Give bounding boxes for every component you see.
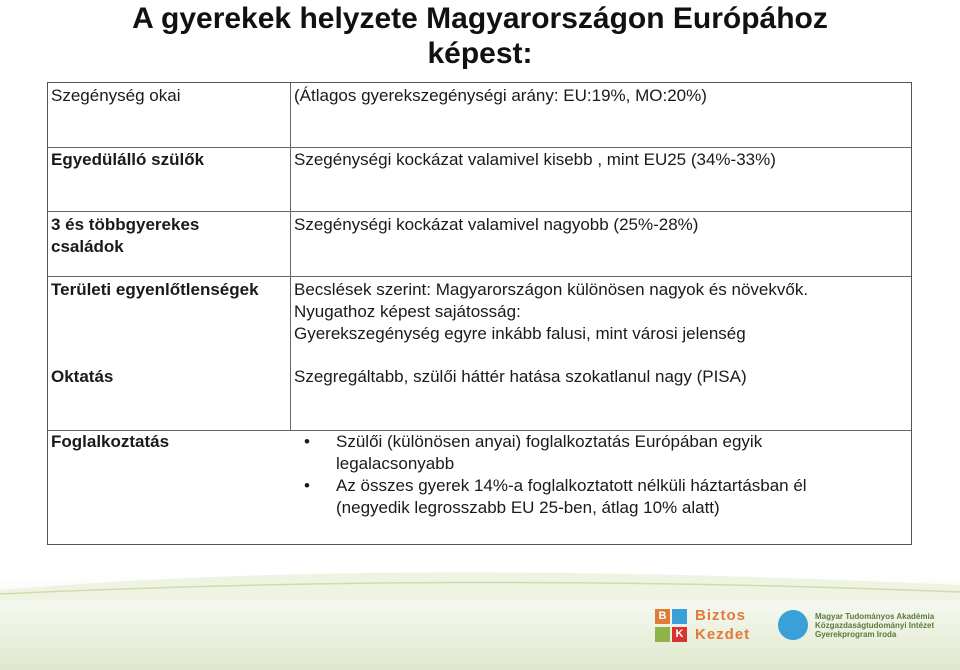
list-item: • Az összes gyerek 14%-a foglalkoztatott nélküli háztartásban él (negyedik legrosszabb EU 25-ben, átlag 10% alatt) bbox=[294, 475, 904, 519]
logo-square-blue bbox=[672, 609, 687, 624]
logo-square-b: B bbox=[655, 609, 670, 624]
row-text-regional-inequality: Becslések szerint: Magyarországon különösen nagyok és növekvők. Nyugathoz képest sajátosság: Gyerekszegénység egyre inkább falusi, mint városi jelenség bbox=[294, 280, 809, 343]
row-text-education: Szegregáltabb, szülői háttér hatása szokatlanul nagy (PISA) bbox=[294, 367, 747, 386]
row-label-education: Oktatás bbox=[51, 367, 114, 386]
comparison-table bbox=[47, 82, 912, 545]
logo-word-1: Biztos bbox=[695, 607, 746, 624]
logo-square-green bbox=[655, 627, 670, 642]
row-label-employment: Foglalkoztatás bbox=[51, 432, 170, 451]
logo-word-2: Kezdet bbox=[695, 626, 751, 643]
biztos-kezdet-logo bbox=[655, 607, 775, 647]
mta-emblem-icon bbox=[778, 610, 808, 640]
title-line-2: képest: bbox=[427, 37, 533, 70]
column-divider bbox=[290, 83, 291, 430]
row-label-single-parents: Egyedülálló szülők bbox=[51, 150, 205, 169]
page-title bbox=[0, 0, 960, 71]
row-label-large-families: 3 és többgyerekes családok bbox=[51, 215, 200, 256]
mta-logo-text: Magyar Tudományos Akadémia Közgazdaságtudományi Intézet Gyerekprogram Iroda bbox=[815, 612, 935, 639]
row-label-poverty-causes: Szegénység okai bbox=[51, 86, 181, 105]
row-label-regional-inequality: Területi egyenlőtlenségek bbox=[51, 280, 259, 299]
row-text-single-parents: Szegénységi kockázat valamivel kisebb , mint EU25 (34%-33%) bbox=[294, 150, 776, 169]
title-line-1: A gyerekek helyzete Magyarországon Európához bbox=[132, 2, 828, 35]
row-divider bbox=[48, 211, 911, 212]
footer-wave bbox=[0, 560, 960, 600]
row-text-poverty-causes: (Átlagos gyerekszegénységi arány: EU:19%, MO:20%) bbox=[294, 86, 707, 105]
row-divider bbox=[48, 276, 911, 277]
row-divider bbox=[48, 147, 911, 148]
row-text-employment bbox=[294, 431, 904, 519]
logo-square-k: K bbox=[672, 627, 687, 642]
row-text-large-families: Szegénységi kockázat valamivel nagyobb (25%-28%) bbox=[294, 215, 699, 234]
list-item: • Szülői (különösen anyai) foglalkoztatás Európában egyik legalacsonyabb bbox=[294, 431, 904, 475]
